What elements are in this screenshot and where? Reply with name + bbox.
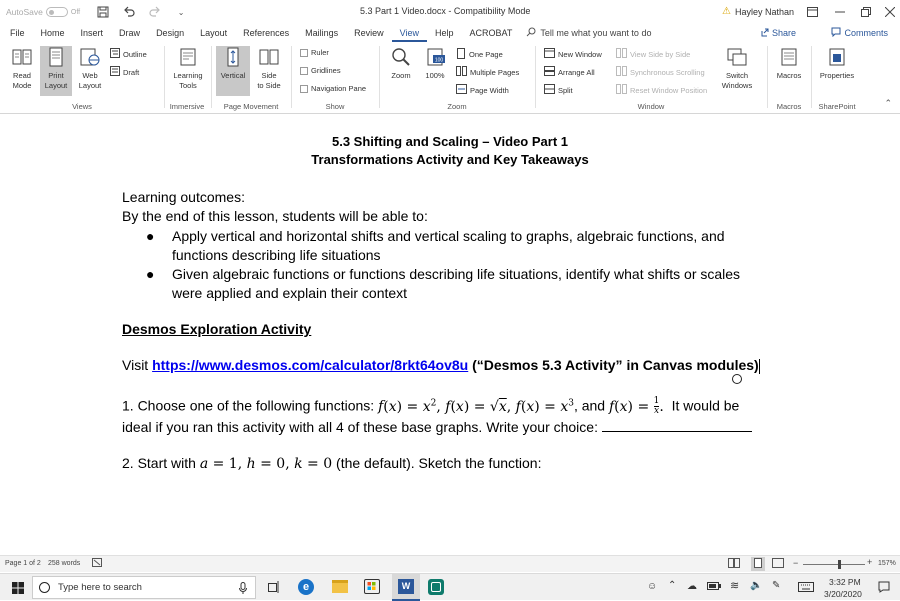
window-group bbox=[536, 42, 766, 114]
read-mode-button[interactable] bbox=[6, 46, 38, 96]
zoom-slider-thumb[interactable] bbox=[838, 560, 841, 569]
zoom-button[interactable] bbox=[384, 46, 418, 96]
ruler-label: Ruler bbox=[311, 48, 329, 57]
tab-insert[interactable]: Insert bbox=[80, 28, 104, 38]
autosave-label: AutoSave bbox=[6, 7, 43, 17]
tab-home[interactable]: Home bbox=[40, 28, 65, 38]
print-layout-button[interactable] bbox=[40, 46, 72, 96]
zoom-out-icon[interactable]: − bbox=[793, 558, 799, 568]
answer-blank[interactable] bbox=[602, 420, 752, 432]
document-title: 5.3 Part 1 Video.docx - Compatibility Mode bbox=[360, 6, 531, 16]
new-window-icon bbox=[544, 48, 555, 60]
text-cursor bbox=[759, 359, 760, 374]
immersive-group bbox=[164, 42, 210, 114]
multiple-pages-button[interactable] bbox=[456, 66, 519, 78]
lightbulb-search-icon bbox=[526, 27, 536, 39]
show-group-label: Show bbox=[325, 102, 345, 111]
navigation-pane-check-icon bbox=[300, 85, 308, 93]
taskbar bbox=[0, 573, 900, 600]
gridlines-check-icon bbox=[300, 67, 308, 75]
switch-windows-icon bbox=[726, 46, 748, 71]
learning-tools-icon bbox=[177, 46, 199, 71]
draft-button[interactable] bbox=[110, 66, 139, 78]
ribbon bbox=[0, 42, 900, 114]
visit-suffix: (“Desmos 5.3 Activity” in Canvas modules) bbox=[468, 357, 759, 373]
outline-button[interactable] bbox=[110, 48, 147, 60]
bullet-2-line-2: were applied and explain their context bbox=[172, 285, 408, 301]
views-group-label: Views bbox=[72, 102, 92, 111]
minimize-icon[interactable] bbox=[826, 0, 854, 24]
switch-windows-label-1: Switch bbox=[725, 71, 749, 80]
close-icon[interactable] bbox=[876, 0, 900, 24]
page-width-button[interactable] bbox=[456, 84, 509, 96]
page-width-label: Page Width bbox=[470, 85, 509, 95]
bullet-dot-icon: ● bbox=[146, 266, 155, 282]
views-group bbox=[0, 42, 164, 114]
comments-button[interactable] bbox=[831, 24, 888, 42]
gridlines-checkbox[interactable] bbox=[300, 66, 341, 75]
bullet-dot-icon: ● bbox=[146, 228, 155, 244]
reset-position-icon bbox=[616, 84, 627, 96]
comments-label: Comments bbox=[844, 28, 888, 38]
web-layout-view-icon[interactable] bbox=[772, 558, 784, 570]
side-to-side-icon bbox=[258, 46, 280, 71]
question-2-suffix: (the default). Sketch the function: bbox=[332, 455, 542, 471]
zoom-100-icon-text: 100 bbox=[434, 57, 444, 64]
reset-window-position-label: Reset Window Position bbox=[630, 85, 708, 95]
volume-icon[interactable]: 🔈 bbox=[750, 580, 763, 591]
zoom-slider[interactable] bbox=[803, 564, 865, 565]
collapse-ribbon-icon[interactable]: ⌃ bbox=[884, 98, 892, 108]
bullet-2 bbox=[146, 265, 740, 303]
read-mode-label-2: Mode bbox=[12, 81, 32, 90]
zoom-100-icon bbox=[424, 46, 446, 71]
zoom-label: Zoom bbox=[391, 71, 411, 80]
document-title-line-1: 5.3 Shifting and Scaling – Video Part 1 bbox=[332, 134, 568, 149]
tab-mailings[interactable]: Mailings bbox=[305, 28, 339, 38]
switch-windows-label-2: Windows bbox=[721, 81, 753, 90]
title-bar bbox=[0, 0, 900, 24]
warning-icon: ⚠ bbox=[722, 6, 731, 17]
show-hidden-icons-icon[interactable]: ⌃ bbox=[668, 580, 677, 591]
synchronous-scrolling-button[interactable] bbox=[616, 66, 705, 78]
desmos-link[interactable]: https://www.desmos.com/calculator/8rkt64ov8u bbox=[152, 357, 469, 373]
properties-icon bbox=[826, 46, 848, 71]
autosave-state: Off bbox=[70, 8, 81, 16]
sync-scrolling-icon bbox=[616, 66, 627, 78]
zoom-100-button[interactable] bbox=[420, 46, 450, 96]
question-1-prefix: 1. Choose one of the following functions: bbox=[122, 397, 379, 414]
undo-icon[interactable] bbox=[116, 0, 142, 24]
one-page-icon bbox=[456, 48, 466, 61]
view-side-by-side-button[interactable] bbox=[616, 48, 690, 60]
zoom-group-label: Zoom bbox=[447, 102, 467, 111]
multiple-pages-icon bbox=[456, 66, 467, 78]
windows-start-icon[interactable] bbox=[12, 582, 24, 596]
autosave-toggle[interactable] bbox=[6, 7, 80, 17]
side-to-side-button[interactable] bbox=[252, 46, 286, 96]
page-width-icon bbox=[456, 84, 467, 96]
document-title-line-2: Transformations Activity and Key Takeaways bbox=[311, 152, 589, 167]
share-button[interactable] bbox=[759, 24, 796, 42]
learning-tools-button[interactable] bbox=[170, 46, 206, 96]
edge-browser-icon[interactable]: e bbox=[298, 579, 314, 595]
user-account[interactable] bbox=[722, 6, 794, 17]
keyboard-icon[interactable] bbox=[798, 582, 814, 594]
user-name: Hayley Nathan bbox=[734, 6, 795, 17]
side-to-side-label-2: to Side bbox=[257, 81, 281, 90]
print-layout-icon bbox=[45, 46, 67, 71]
sharepoint-group bbox=[812, 42, 862, 114]
tab-view[interactable]: View bbox=[392, 24, 427, 42]
tell-me-search[interactable] bbox=[526, 27, 651, 39]
vertical-button[interactable] bbox=[216, 46, 250, 96]
macros-group bbox=[768, 42, 810, 114]
draft-icon bbox=[110, 66, 120, 78]
tab-references[interactable]: References bbox=[243, 28, 290, 38]
tab-design[interactable]: Design bbox=[156, 28, 185, 38]
synchronous-scrolling-label: Synchronous Scrolling bbox=[630, 67, 705, 77]
question-1-line-2 bbox=[122, 419, 752, 435]
tab-layout[interactable]: Layout bbox=[200, 28, 228, 38]
bullet-1-line-1: Apply vertical and horizontal shifts and vertical scaling to graphs, algebraic functions, and bbox=[172, 228, 725, 244]
one-page-label: One Page bbox=[469, 50, 503, 59]
page-count[interactable]: Page 1 of 2 bbox=[5, 560, 41, 567]
arrange-all-icon bbox=[544, 66, 555, 78]
split-icon bbox=[544, 84, 555, 96]
draft-label: Draft bbox=[123, 67, 140, 77]
web-layout-button[interactable] bbox=[74, 46, 106, 96]
macros-group-label: Macros bbox=[776, 102, 802, 111]
page-movement-group-label: Page Movement bbox=[223, 102, 279, 111]
zoom-level[interactable]: 157% bbox=[878, 560, 896, 567]
bullet-2-line-1: Given algebraic functions or functions describing life situations, identify what shifts or scales bbox=[172, 266, 741, 282]
taskbar-search-placeholder: Type here to search bbox=[58, 582, 142, 593]
zoom-in-icon[interactable]: + bbox=[867, 557, 873, 567]
tab-acrobat[interactable]: ACROBAT bbox=[469, 28, 513, 38]
gridlines-label: Gridlines bbox=[311, 66, 341, 75]
page-movement-group bbox=[212, 42, 290, 114]
tab-draw[interactable]: Draw bbox=[119, 28, 141, 38]
ribbon-display-options-icon[interactable] bbox=[798, 0, 826, 24]
print-layout-label-1: Print bbox=[48, 71, 64, 80]
navigation-pane-checkbox[interactable] bbox=[300, 84, 366, 93]
taskbar-search-box[interactable] bbox=[32, 576, 256, 599]
tab-file[interactable]: File bbox=[10, 28, 25, 38]
outline-icon bbox=[110, 48, 120, 60]
new-window-label: New Window bbox=[558, 49, 602, 59]
clock-time[interactable]: 3:32 PM bbox=[829, 577, 861, 587]
macros-button[interactable] bbox=[772, 46, 806, 96]
vertical-label: Vertical bbox=[220, 71, 246, 80]
people-icon[interactable]: ☺ bbox=[647, 581, 658, 592]
learning-outcomes-heading: Learning outcomes: bbox=[122, 189, 245, 205]
sharepoint-group-label: SharePoint bbox=[818, 102, 856, 111]
question-2-equation: a = 1, h = 0, k = 0 bbox=[199, 456, 333, 472]
vertical-icon bbox=[222, 46, 244, 71]
properties-label: Properties bbox=[819, 71, 855, 80]
zoom-100-label: 100% bbox=[425, 71, 445, 80]
read-mode-label-1: Read bbox=[13, 71, 31, 80]
microphone-icon[interactable] bbox=[239, 582, 247, 596]
tab-help[interactable]: Help bbox=[435, 28, 454, 38]
immersive-group-label: Immersive bbox=[169, 102, 205, 111]
split-button[interactable] bbox=[544, 84, 573, 96]
multiple-pages-label: Multiple Pages bbox=[470, 67, 520, 77]
print-layout-label-2: Layout bbox=[44, 81, 68, 90]
search-circle-icon bbox=[39, 582, 50, 593]
ruler-check-icon bbox=[300, 49, 308, 57]
status-bar bbox=[0, 555, 900, 572]
one-page-button[interactable] bbox=[456, 48, 503, 61]
proofing-icon[interactable] bbox=[92, 558, 103, 570]
web-layout-label-1: Web bbox=[82, 71, 98, 80]
equation-x-squared: f bbox=[378, 398, 384, 415]
microsoft-store-icon[interactable] bbox=[364, 579, 380, 594]
show-group bbox=[292, 42, 378, 114]
bullet-1-line-2: functions describing life situations bbox=[172, 247, 381, 263]
question-1-and: , and bbox=[573, 397, 609, 414]
outline-label: Outline bbox=[123, 49, 147, 59]
zoom-group bbox=[380, 42, 534, 114]
print-layout-view-icon[interactable] bbox=[751, 557, 765, 571]
learning-tools-label-2: Tools bbox=[179, 81, 197, 90]
rotate-handle-icon[interactable] bbox=[732, 374, 742, 384]
battery-icon[interactable] bbox=[707, 582, 721, 592]
question-1-line-2-text: ideal if you ran this activity with all 4 of these base graphs. Write your choice: bbox=[122, 419, 602, 435]
side-by-side-icon bbox=[616, 48, 627, 60]
magnifier-icon bbox=[390, 46, 412, 71]
share-icon bbox=[759, 27, 769, 39]
read-mode-icon bbox=[11, 46, 33, 71]
customize-qat-icon[interactable]: ⌄ bbox=[177, 7, 185, 17]
equation-x-squared-rest: $(x) = x^2$, f(x) = √x, $f(x) = x^3$ bbox=[383, 397, 574, 415]
focus-mode-icon[interactable] bbox=[728, 558, 740, 570]
file-explorer-icon[interactable] bbox=[332, 580, 348, 593]
word-count[interactable]: 258 words bbox=[48, 560, 81, 567]
tell-me-text: Tell me what you want to do bbox=[540, 28, 652, 38]
visit-line bbox=[122, 357, 760, 374]
window-group-label: Window bbox=[637, 102, 665, 111]
view-side-by-side-label: View Side by Side bbox=[630, 49, 691, 59]
arrange-all-button[interactable] bbox=[544, 66, 595, 78]
save-icon[interactable] bbox=[90, 0, 116, 24]
pen-workspace-icon[interactable]: ✎ bbox=[772, 580, 781, 591]
document-page[interactable] bbox=[0, 115, 900, 554]
learning-tools-label-1: Learning bbox=[173, 71, 203, 80]
redo-icon[interactable] bbox=[142, 0, 168, 24]
web-layout-label-2: Layout bbox=[78, 81, 102, 90]
question-2-line bbox=[122, 455, 541, 472]
task-view-icon[interactable] bbox=[268, 581, 280, 595]
macros-icon bbox=[778, 46, 800, 71]
question-2-prefix: 2. Start with bbox=[122, 455, 200, 471]
wifi-icon[interactable]: ≋ bbox=[730, 580, 740, 592]
new-window-button[interactable] bbox=[544, 48, 602, 60]
question-1-tail: It would be bbox=[671, 397, 740, 414]
visit-prefix: Visit bbox=[122, 357, 153, 373]
notifications-icon[interactable] bbox=[878, 581, 890, 595]
macros-label: Macros bbox=[776, 71, 802, 80]
tab-review[interactable]: Review bbox=[354, 28, 384, 38]
snip-sketch-icon[interactable] bbox=[428, 579, 444, 595]
share-label: Share bbox=[771, 28, 796, 38]
properties-button[interactable] bbox=[816, 46, 858, 96]
learning-outcomes-intro: By the end of this lesson, students will be able to: bbox=[122, 208, 428, 224]
bullet-1 bbox=[146, 227, 725, 265]
web-layout-icon bbox=[79, 46, 101, 71]
equation-reciprocal: f(x) = $\frac{1}{x}$ . bbox=[608, 396, 664, 416]
switch-windows-button[interactable] bbox=[716, 46, 758, 96]
desmos-activity-heading: Desmos Exploration Activity bbox=[122, 321, 312, 337]
ruler-checkbox[interactable] bbox=[300, 48, 329, 57]
side-to-side-label-1: Side bbox=[261, 71, 277, 80]
cloud-icon[interactable]: ☁ bbox=[687, 581, 697, 592]
question-1-line-1 bbox=[122, 397, 739, 416]
word-app-icon[interactable]: W bbox=[392, 574, 420, 601]
reset-window-position-button[interactable] bbox=[616, 84, 707, 96]
split-label: Split bbox=[558, 85, 573, 95]
comment-icon bbox=[831, 27, 841, 39]
autosave-switch[interactable] bbox=[46, 7, 68, 17]
clock-date[interactable]: 3/20/2020 bbox=[824, 589, 862, 599]
arrange-all-label: Arrange All bbox=[558, 67, 595, 77]
navigation-pane-label: Navigation Pane bbox=[311, 84, 367, 93]
